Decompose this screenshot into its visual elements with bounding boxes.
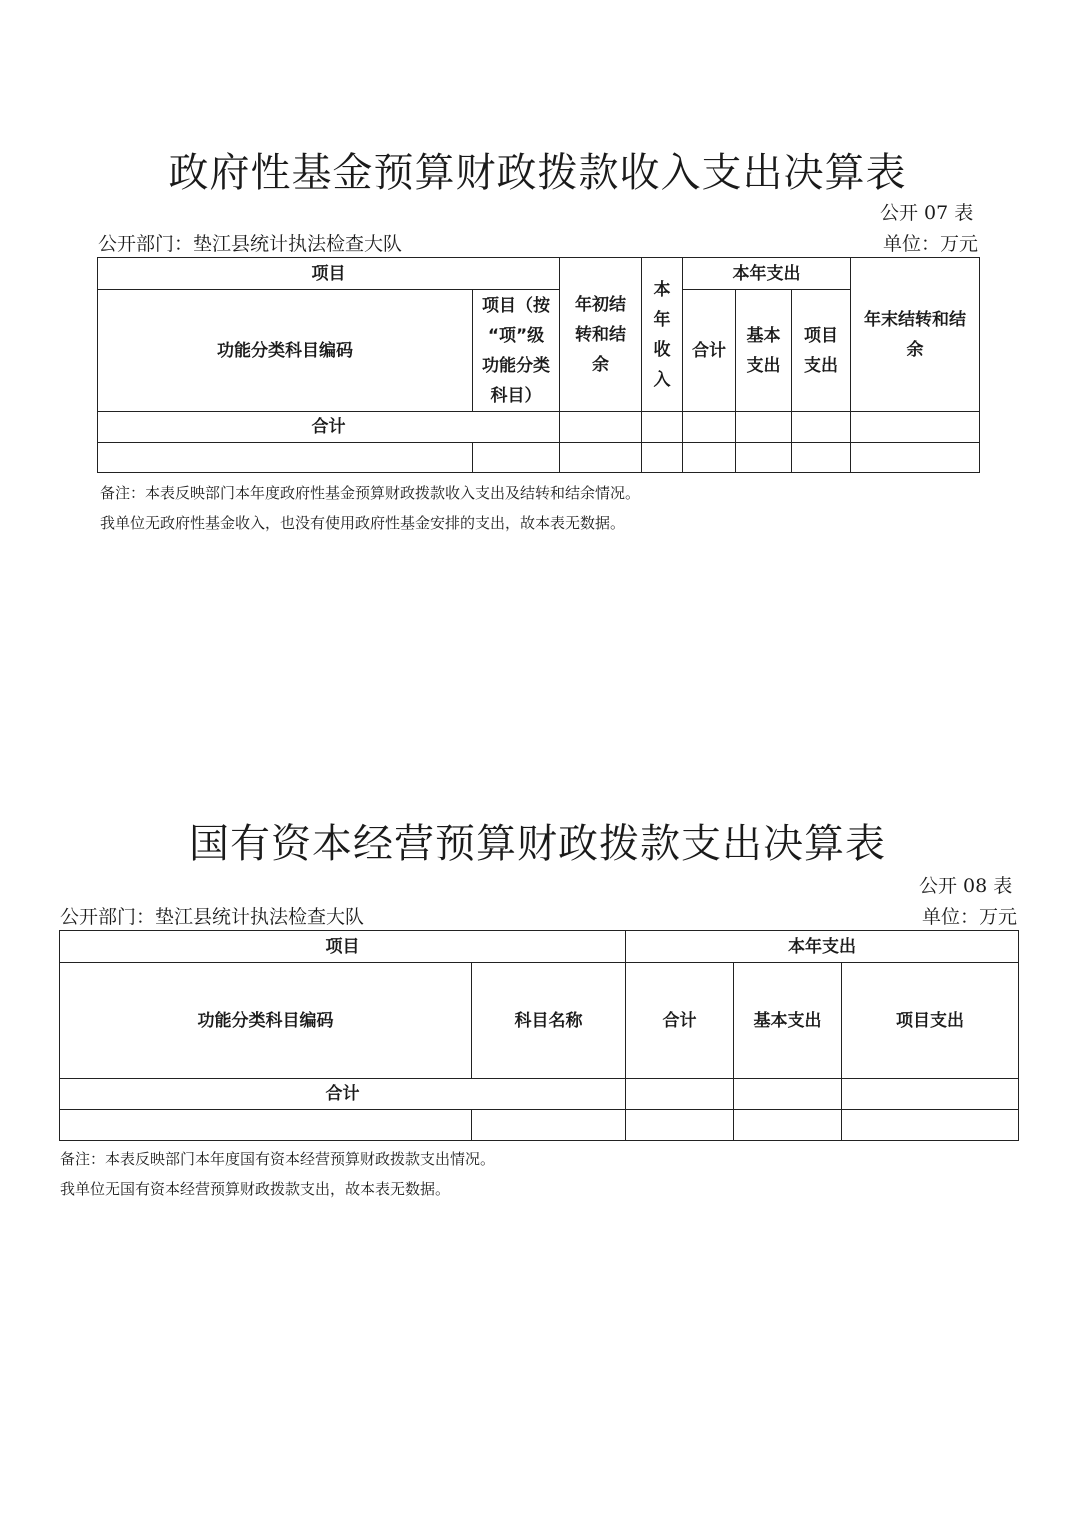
table7-total-label: 合计 [98,412,560,443]
table8-total-row [60,1079,1019,1110]
table7-cell [683,412,736,443]
table7-note-1: 备注：本表反映部门本年度政府性基金预算财政拨款收入支出及结转和结余情况。 [100,484,641,502]
table8-cell [472,1110,626,1141]
table7-cell [642,443,683,473]
table7-header-project: 项目 支出 [792,290,851,412]
table7-header-income: 本 年 收 入 [642,258,683,412]
table7-grid [97,257,980,473]
table8-header-project: 项目支出 [842,963,1019,1079]
table7-cell [98,443,473,473]
table7-cell [736,443,792,473]
table8-header-subject-name: 科目名称 [472,963,626,1079]
table7-cell [736,412,792,443]
table7-cell [683,443,736,473]
table8-header-item: 项目 [60,931,626,963]
table7-cell [560,443,642,473]
table7-code: 公开 07 表 [880,202,974,224]
table8-header-func-code: 功能分类科目编码 [60,963,472,1079]
table8-header-basic: 基本支出 [734,963,842,1079]
table8-header-total: 合计 [626,963,734,1079]
table8-empty-row [60,1110,1019,1141]
table7-cell [792,443,851,473]
table7-dept: 公开部门：垫江县统计执法检查大队 [98,233,403,255]
table7-header-item-name: 项目（按 “项”级 功能分类 科目） [473,290,560,412]
table8-meta-line [60,902,1017,929]
table7-cell [560,412,642,443]
table7-empty-row [98,443,980,473]
table8-cell [842,1079,1019,1110]
table7-total-row [98,412,980,443]
table7-unit: 单位：万元 [882,233,978,255]
table7-header-basic: 基本 支出 [736,290,792,412]
table7-cell [473,443,560,473]
table8-cell [734,1110,842,1141]
table8-grid [59,930,1019,1141]
table7-note-2: 我单位无政府性基金收入，也没有使用政府性基金安排的支出，故本表无数据。 [100,514,626,532]
table7-meta-line [98,229,978,256]
table8-header-expense: 本年支出 [626,931,1019,963]
table8-cell [842,1110,1019,1141]
table7-cell [792,412,851,443]
table8-total-label: 合计 [60,1079,626,1110]
table7-cell [851,412,980,443]
table7-title: 政府性基金预算财政拨款收入支出决算表 [168,150,907,196]
table8-cell [626,1110,734,1141]
table8-dept: 公开部门：垫江县统计执法检查大队 [60,906,365,928]
table7-header-expense: 本年支出 [683,258,851,290]
table8-code: 公开 08 表 [919,875,1013,897]
table8-cell [60,1110,472,1141]
table7-header-item: 项目 [98,258,560,290]
table7-header-begin-balance: 年初结 转和结 余 [560,258,642,412]
table8-title: 国有资本经营预算财政拨款支出决算表 [189,821,886,867]
table8-note-2: 我单位无国有资本经营预算财政拨款支出，故本表无数据。 [60,1180,451,1198]
table7-header-total: 合计 [683,290,736,412]
table8-unit: 单位：万元 [921,906,1017,928]
table8-note-1: 备注：本表反映部门本年度国有资本经营预算财政拨款支出情况。 [60,1150,496,1168]
table7-cell [851,443,980,473]
table7-header-func-code: 功能分类科目编码 [98,290,473,412]
table8-cell [626,1079,734,1110]
table7-header-end-balance: 年末结转和结 余 [851,258,980,412]
table7-cell [642,412,683,443]
table8-cell [734,1079,842,1110]
